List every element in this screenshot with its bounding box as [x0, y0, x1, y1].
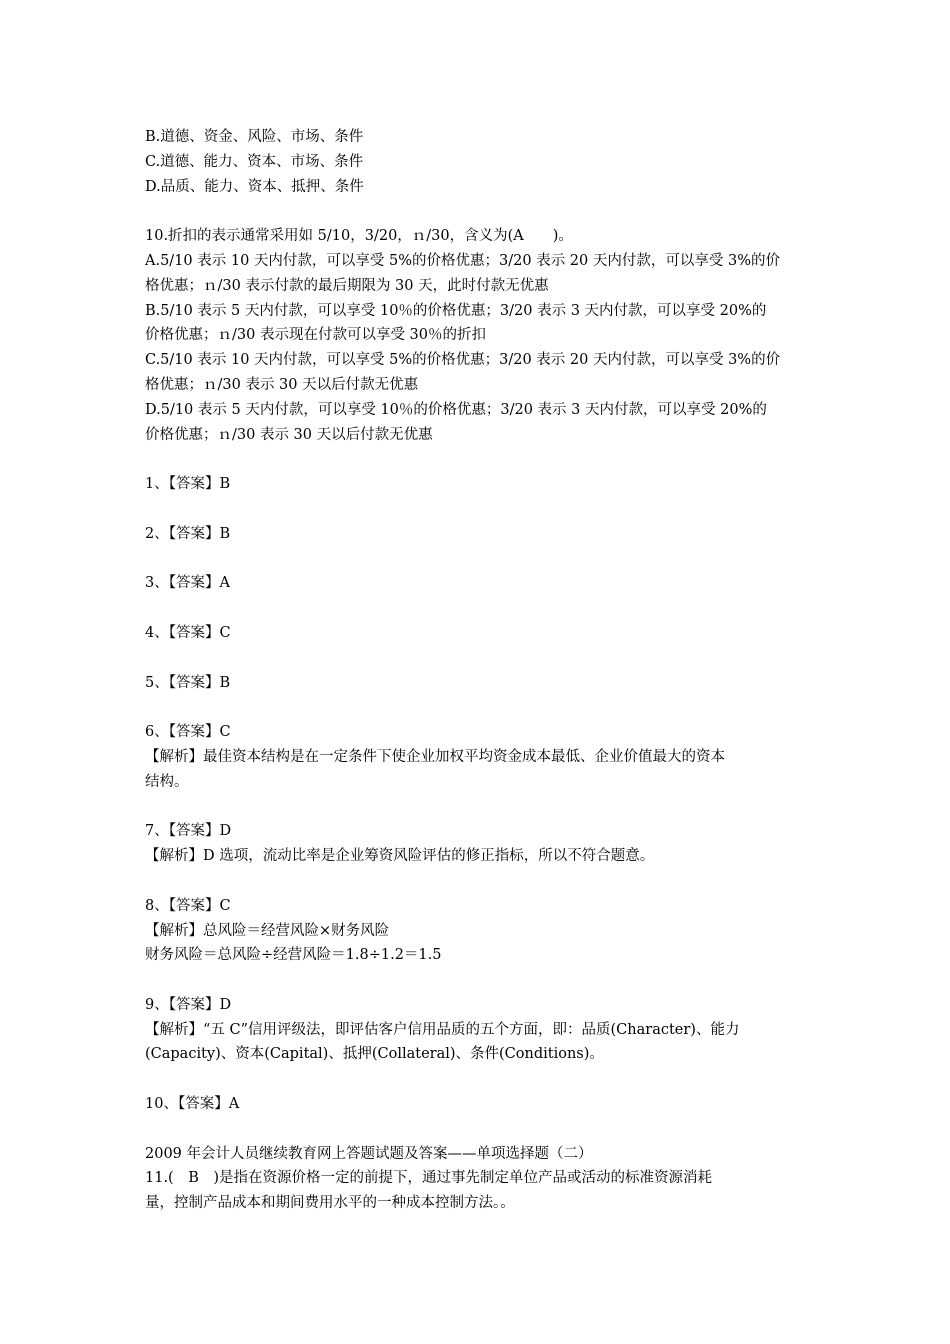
answer-5: 5、【答案】B: [145, 674, 231, 691]
section-title: 2009 年会计人员继续教育网上答题试题及答案——单项选择题（二）: [145, 1145, 593, 1162]
option-b: B.道德、资金、风险、市场、条件: [145, 129, 364, 145]
question-10-option-c-line1: C.5/10 表示 10 天内付款，可以享受 5%的价格优惠；3/20 表示 20 天内付款，可以享受 3%的价: [145, 352, 781, 369]
question-10-option-d-line1: D.5/10 表示 5 天内付款，可以享受 10％的价格优惠；3/20 表示 3 天内付款，可以享受 20%的: [145, 401, 767, 418]
answer-6: 6、【答案】C: [145, 724, 231, 741]
question-11-line1: 11.( B )是指在资源价格一定的前提下，通过事先制定单位产品或活动的标准资源消耗: [145, 1170, 713, 1187]
document-page: [145, 125, 810, 1216]
answer-9: 9、【答案】D: [145, 996, 232, 1013]
answer-4: 4、【答案】C: [145, 624, 231, 641]
analysis-6-line2: 结构。: [145, 773, 189, 790]
answer-8: 8、【答案】C: [145, 897, 231, 914]
answer-1: 1、【答案】B: [145, 476, 231, 493]
analysis-6-line1: 【解析】最佳资本结构是在一定条件下使企业加权平均资金成本最低、企业价值最大的资本: [145, 748, 725, 765]
analysis-8-line1: 【解析】总风险＝经营风险×财务风险: [145, 922, 390, 939]
question-10-option-c-line2: 格优惠；ｎ/30 表示 30 天以后付款无优惠: [145, 376, 419, 393]
question-10-option-b-line2: 价格优惠；ｎ/30 表示现在付款可以享受 30％的折扣: [145, 327, 487, 344]
analysis-8-line2: 财务风险＝总风险÷经营风险＝1.8÷1.2＝1.5: [145, 947, 442, 964]
answer-7: 7、【答案】D: [145, 823, 232, 840]
question-10-option-a-line2: 格优惠；ｎ/30 表示付款的最后期限为 30 天，此时付款无优惠: [145, 277, 549, 294]
analysis-9-line1: 【解析】“五 C”信用评级法，即评估客户信用品质的五个方面，即：品质(Character)、能力: [145, 1021, 740, 1038]
question-11-line2: 量，控制产品成本和期间费用水平的一种成本控制方法。。: [145, 1195, 515, 1212]
answer-2: 2、【答案】B: [145, 525, 231, 542]
answer-3: 3、【答案】A: [145, 575, 230, 592]
option-c: C.道德、能力、资本、市场、条件: [145, 153, 364, 170]
analysis-7-line1: 【解析】D 选项，流动比率是企业筹资风险评估的修正指标，所以不符合题意。: [145, 848, 655, 865]
question-10-stem: 10.折扣的表示通常采用如 5/10，3/20，ｎ/30，含义为(A )。: [145, 228, 573, 245]
question-10-option-b-line1: B.5/10 表示 5 天内付款，可以享受 10％的价格优惠；3/20 表示 3 天内付款，可以享受 20%的: [145, 302, 767, 319]
question-10-option-d-line2: 价格优惠；ｎ/30 表示 30 天以后付款无优惠: [145, 426, 433, 443]
question-10-option-a-line1: A.5/10 表示 10 天内付款，可以享受 5%的价格优惠；3/20 表示 20 天内付款，可以享受 3%的价: [145, 252, 780, 269]
answer-10: 10、【答案】A: [145, 1096, 240, 1113]
analysis-9-line2: (Capacity)、资本(Capital)、抵押(Collateral)、条件(Conditions)。: [145, 1046, 604, 1063]
option-d: D.品质、能力、资本、抵押、条件: [145, 178, 364, 195]
